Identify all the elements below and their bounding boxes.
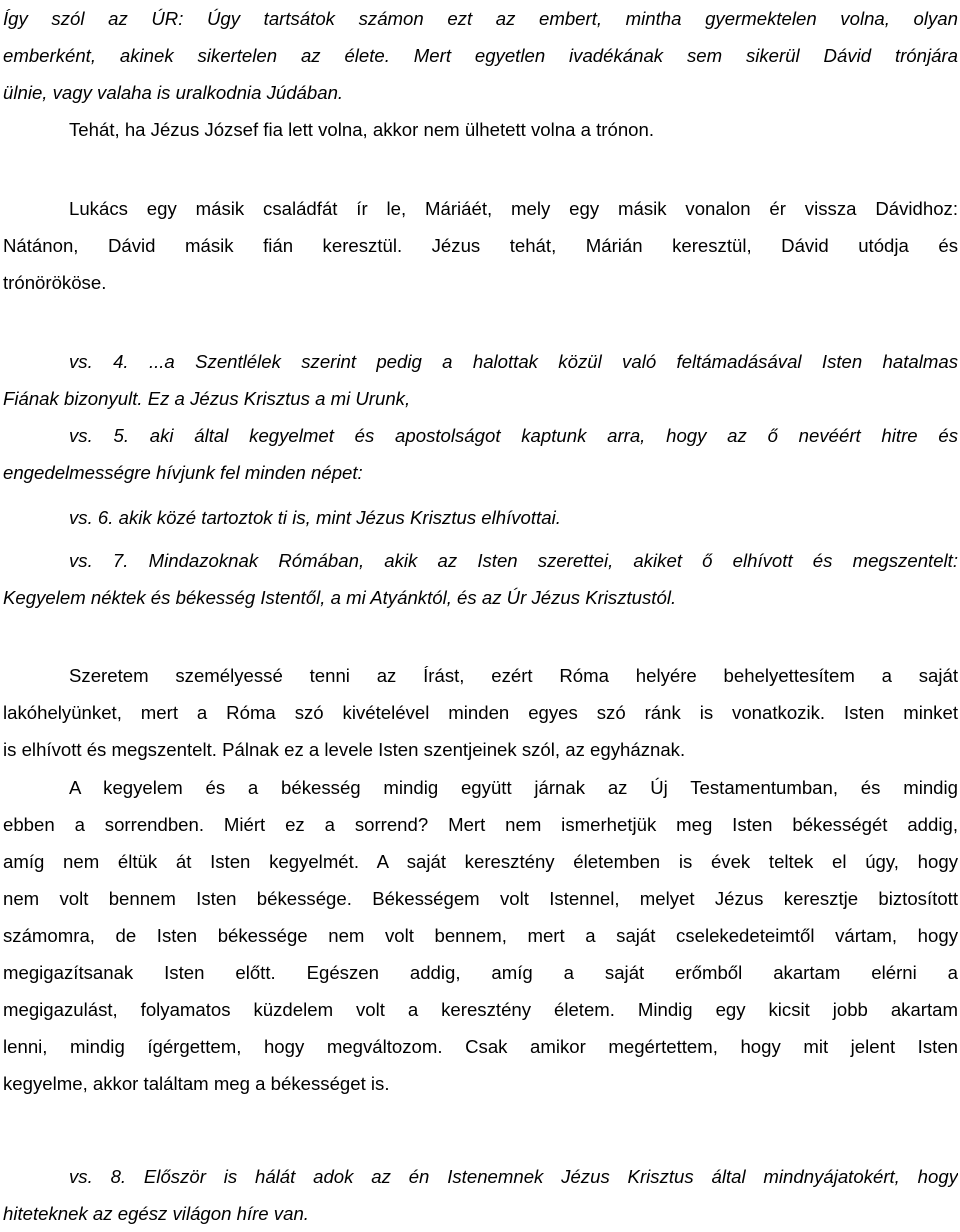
paragraph-luke-genealogy [3,190,958,301]
text-line: vs. 6. akik közé tartoztok ti is, mint Jézus Krisztus elhívottai. [69,507,561,528]
text-line: megigazulást, folyamatos küzdelem volt a keresztény életem. Mindig egy kicsit jobb akartam [3,999,958,1020]
text-line: Így szól az ÚR: Úgy tartsátok számon ezt az embert, mintha gyermektelen volna, olyan [3,8,958,29]
text-line: A kegyelem és a békesség mindig együtt járnak az Új Testamentumban, és mindig [69,777,958,798]
text-line: Kegyelem néktek és békesség Istentől, a mi Atyánktól, és az Úr Jézus Krisztustól. [3,587,677,608]
verse-6 [3,499,958,536]
text-line: lakóhelyünket, mert a Róma szó kivételével minden egyes szó ránk is vonatkozik. Isten minket [3,702,958,723]
verse-8 [3,1158,958,1232]
text-line: ülnie, vagy valaha is uralkodnia Júdában. [3,82,344,103]
text-line: Fiának bizonyult. Ez a Jézus Krisztus a mi Urunk, [3,388,411,409]
paragraph-personalize [3,657,958,768]
text-line: trónörököse. [3,272,107,293]
text-line: amíg nem éltük át Isten kegyelmét. A saját keresztény életemben is évek teltek el úgy, hogy [3,851,958,872]
verse-7 [3,542,958,616]
text-line: lenni, mindig ígérgettem, hogy megváltozom. Csak amikor megértettem, hogy mit jelent Isten [3,1036,958,1057]
text-line: kegyelme, akkor találtam meg a békességet is. [3,1073,390,1094]
text-line: vs. 5. aki által kegyelmet és apostolságot kaptunk arra, hogy az ő nevéért hitre és [69,425,958,446]
text-line: emberként, akinek sikertelen az élete. Mert egyetlen ivadékának sem sikerül Dávid trónjára [3,45,958,66]
paragraph-jeremiah-quote [3,0,958,111]
text-line: Tehát, ha Jézus József fia lett volna, akkor nem ülhetett volna a trónon. [69,119,655,140]
text-line: megigazítsanak Isten előtt. Egészen addig, amíg a saját erőmből akartam elérni a [3,962,958,983]
paragraph-conclusion [3,111,958,148]
paragraph-grace-peace [3,769,958,1102]
text-line: számomra, de Isten békessége nem volt bennem, mert a saját cselekedeteimtől vártam, hogy [3,925,958,946]
text-line: ebben a sorrendben. Miért ez a sorrend? Mert nem ismerhetjük meg Isten békességét addig, [3,814,958,835]
text-line: vs. 4. ...a Szentlélek szerint pedig a halottak közül való feltámadásával Isten hatalmas [69,351,958,372]
text-line: vs. 8. Először is hálát adok az én Istenemnek Jézus Krisztus által mindnyájatokért, hogy [69,1166,958,1187]
text-line: is elhívott és megszentelt. Pálnak ez a levele Isten szentjeinek szól, az egyháznak. [3,739,686,760]
text-line: vs. 7. Mindazoknak Rómában, akik az Isten szerettei, akiket ő elhívott és megszentelt: [69,550,958,571]
text-line: hiteteknek az egész világon híre van. [3,1203,309,1224]
text-line: Nátánon, Dávid másik fián keresztül. Jézus tehát, Márián keresztül, Dávid utódja és [3,235,958,256]
verse-5 [3,417,958,491]
text-line: Szeretem személyessé tenni az Írást, ezért Róma helyére behelyettesítem a saját [69,665,958,686]
verse-4 [3,343,958,417]
text-line: Lukács egy másik családfát ír le, Máriáét, mely egy másik vonalon ér vissza Dávidhoz: [69,198,958,219]
text-line: engedelmességre hívjunk fel minden népet: [3,462,363,483]
text-line: nem volt bennem Isten békessége. Békességem volt Istennel, melyet Jézus keresztje biztosított [3,888,958,909]
